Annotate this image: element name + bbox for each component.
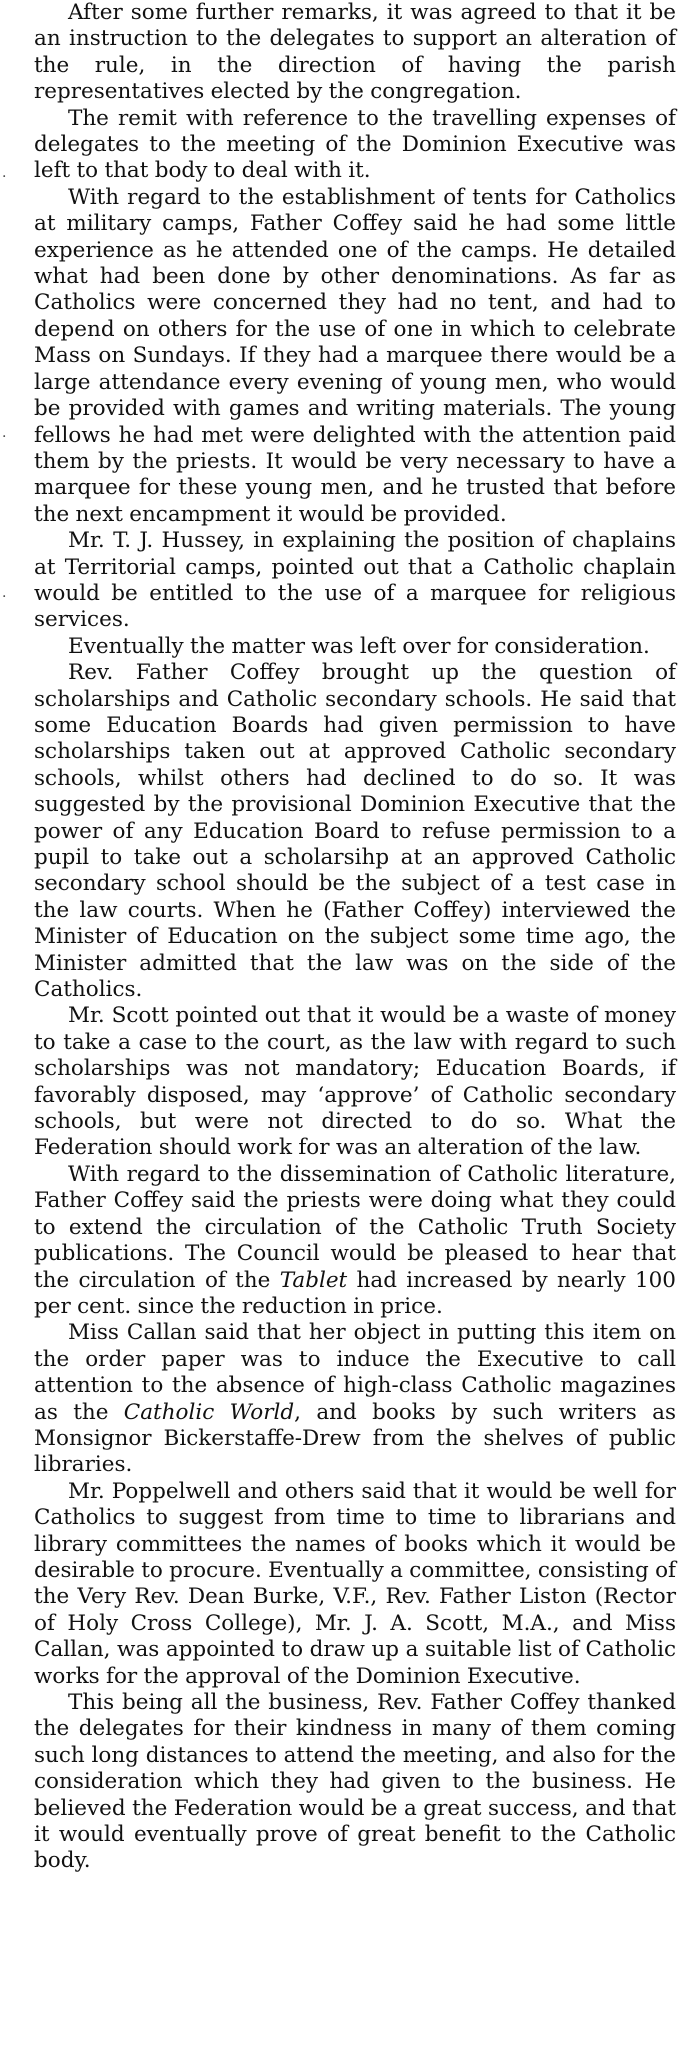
paragraph-scott-law: Mr. Scott pointed out that it would be a waste of money to take a case to the court, as the law with regard to such scholarships was not mandatory; Education Boards, if favorably disposed, may ‘approve’ of Catholic secondary schools, but were not directed to do so. What the Federation should work for was an alteration of the law. [34, 1003, 676, 1161]
margin-dot-mark: · [2, 589, 7, 605]
paragraph-travelling-expenses: The remit with reference to the travelling expenses of delegates to the meeting of the Dominion Executive was left to that body to deal with it. [34, 105, 676, 184]
paragraph-agreement: After some further remarks, it was agreed to that it be an instruction to the delegates to support an alteration of the rule, in the direction of having the parish representatives elected by the congregation. [34, 0, 676, 105]
paragraph-magazines-after: , and books by such writers as Monsignor Bickerstaffe-Drew from the shelves of public libraries. [34, 1399, 677, 1478]
paragraph-left-over: Eventually the matter was left over for consideration. [68, 633, 650, 659]
margin-dot-mark: · [2, 429, 7, 445]
paragraph-literature-after: had increased by nearly 100 per cent. since the reduction in price. [34, 1267, 676, 1319]
paragraph-literature [34, 1162, 676, 1320]
tablet-title: Tablet [279, 1267, 348, 1293]
paragraph-magazines-before: Miss Callan said that her object in putting this item on the order paper was to induce the Executive to call attention to the absence of high-class Catholic magazines as the [34, 1320, 676, 1425]
catholic-world-title: Catholic World [123, 1399, 295, 1425]
paragraph-literature-before: With regard to the dissemination of Catholic literature, Father Coffey said the priests were doing what they could to extend the circulation of the Catholic Truth Society publications. The Council would be pleased to hear that the circulation of the [34, 1161, 676, 1293]
paragraph-chaplains: Mr. T. J. Hussey, in explaining the position of chaplains at Territorial camps, pointed out that a Catholic chaplain would be entitled to the use of a marquee for religious services. [34, 528, 676, 633]
paragraph-library-committee: Mr. Poppelwell and others said that it would be well for Catholics to suggest from time to time to librarians and library committees the names of books which it would be desirable to procure. Eventually a committee, consisting of the Very Rev. Dean Burke, V.F., Rev. Father Liston (Rector of Holy Cross College), Mr. J. A. Scott, M.A., and Miss Callan, was appointed to draw up a suitable list of Catholic works for the approval of the Dominion Executive. [34, 1478, 676, 1689]
margin-dot-mark: · [2, 169, 7, 185]
paragraph-magazines [34, 1320, 676, 1478]
paragraph-scholarships: Rev. Father Coffey brought up the question of scholarships and Catholic secondary schools. He said that some Education Boards had given permission to have scholarships taken out at approved Catholic secondary schools, whilst others had declined to do so. It was suggested by the provisional Dominion Executive that the power of any Education Board to refuse permission to a pupil to take out a scholarsihp at an approved Catholic secondary school should be the subject of a test case in the law courts. When he (Father Coffey) interviewed the Minister of Education on the subject some time ago, the Minister admitted that the law was on the side of the Catholics. [34, 660, 676, 1003]
paragraph-closing: This being all the business, Rev. Father Coffey thanked the delegates for their kindness in many of them coming such long distances to attend the meeting, and also for the consideration which they had given to the business. He believed the Federation would be a great success, and that it would eventually prove of great benefit to the Catholic body. [34, 1690, 676, 1874]
paragraph-military-camps: With regard to the establishment of tents for Catholics at military camps, Father Coffey said he had some little experience as he attended one of the camps. He detailed what had been done by other denominations. As far as Catholics were concerned they had no tent, and had to depend on others for the use of one in which to celebrate Mass on Sundays. If they had a marquee there would be a large attendance every evening of young men, who would be provided with games and writing materials. The young fellows he had met were delighted with the attention paid them by the priests. It would be very necessary to have a marquee for these young men, and he trusted that before the next encampment it would be provided. [34, 184, 676, 527]
